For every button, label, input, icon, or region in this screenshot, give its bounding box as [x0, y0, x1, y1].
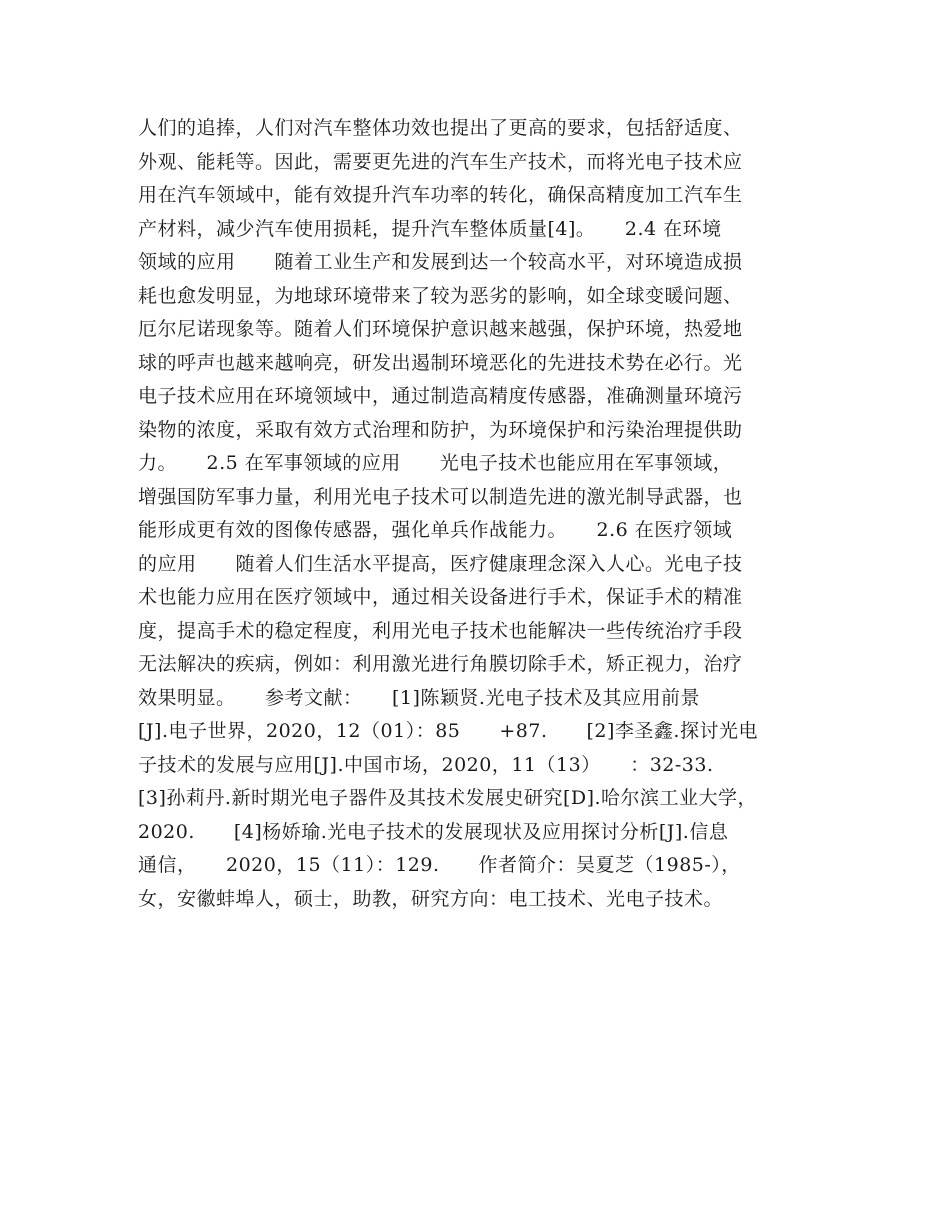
text-line: 耗也愈发明显，为地球环境带来了较为恶劣的影响，如全球变暖问题、 [138, 284, 743, 307]
text-line: 电子技术应用在环境领域中，通过制造高精度传感器，准确测量环境污 [138, 385, 743, 407]
text-line: 产材料，减少汽车使用损耗，提升汽车整体质量[4]。 2.4 在环境 [138, 217, 722, 240]
text-line: 子技术的发展与应用[J].中国市场，2020，11（13） ：32-33. [138, 753, 714, 776]
text-line: 无法解决的疾病，例如：利用激光进行角膜切除手术，矫正视力，治疗 [138, 653, 743, 675]
body-text [138, 112, 818, 916]
text-line: [3]孙莉丹.新时期光电子器件及其技术发展史研究[D].哈尔滨工业大学， [138, 787, 758, 809]
text-line: 人们的追捧，人们对汽车整体功效也提出了更高的要求，包括舒适度、 [138, 117, 743, 139]
text-line: 领域的应用 随着工业生产和发展到达一个较高水平，对环境造成损 [138, 251, 743, 273]
text-line: 增强国防军事力量，利用光电子技术可以制造先进的激光制导武器，也 [138, 485, 743, 508]
text-line: 女，安徽蚌埠人，硕士，助教，研究方向：电工技术、光电子技术。 [138, 887, 724, 910]
text-line: 用在汽车领域中，能有效提升汽车功率的转化，确保高精度加工汽车生 [138, 184, 743, 206]
text-line: 2020. [4]杨娇瑜.光电子技术的发展现状及应用探讨分析[J].信息 [138, 820, 729, 843]
text-line: 度，提高手术的稳定程度，利用光电子技术也能解决一些传统治疗手段 [138, 619, 743, 642]
text-line: 通信， 2020，15（11）：129. 作者简介：吴夏芝（1985-）， [138, 854, 741, 876]
text-line: 效果明显。 参考文献： [1]陈颖贤.光电子技术及其应用前景 [138, 686, 700, 709]
text-line: [J].电子世界，2020，12（01）：85 +87. [2]李圣鑫.探讨光电 [138, 720, 758, 742]
text-line: 能形成更有效的图像传感器，强化单兵作战能力。 2.6 在医疗领域 [138, 519, 733, 541]
text-line: 厄尔尼诺现象等。随着人们环境保护意识越来越强，保护环境，热爱地 [138, 318, 743, 340]
text-line: 力。 2.5 在军事领域的应用 光电子技术也能应用在军事领域， [138, 452, 733, 474]
text-line: 球的呼声也越来越响亮，研发出遏制环境恶化的先进技术势在必行。光 [138, 351, 743, 374]
text-line: 染物的浓度，采取有效方式治理和防护，为环境保护和污染治理提供助 [138, 418, 743, 441]
text-line: 的应用 随着人们生活水平提高，医疗健康理念深入人心。光电子技 [138, 552, 743, 575]
text-line: 术也能力应用在医疗领域中，通过相关设备进行手术，保证手术的精准 [138, 586, 743, 608]
text-line: 外观、能耗等。因此，需要更先进的汽车生产技术，而将光电子技术应 [138, 150, 743, 173]
